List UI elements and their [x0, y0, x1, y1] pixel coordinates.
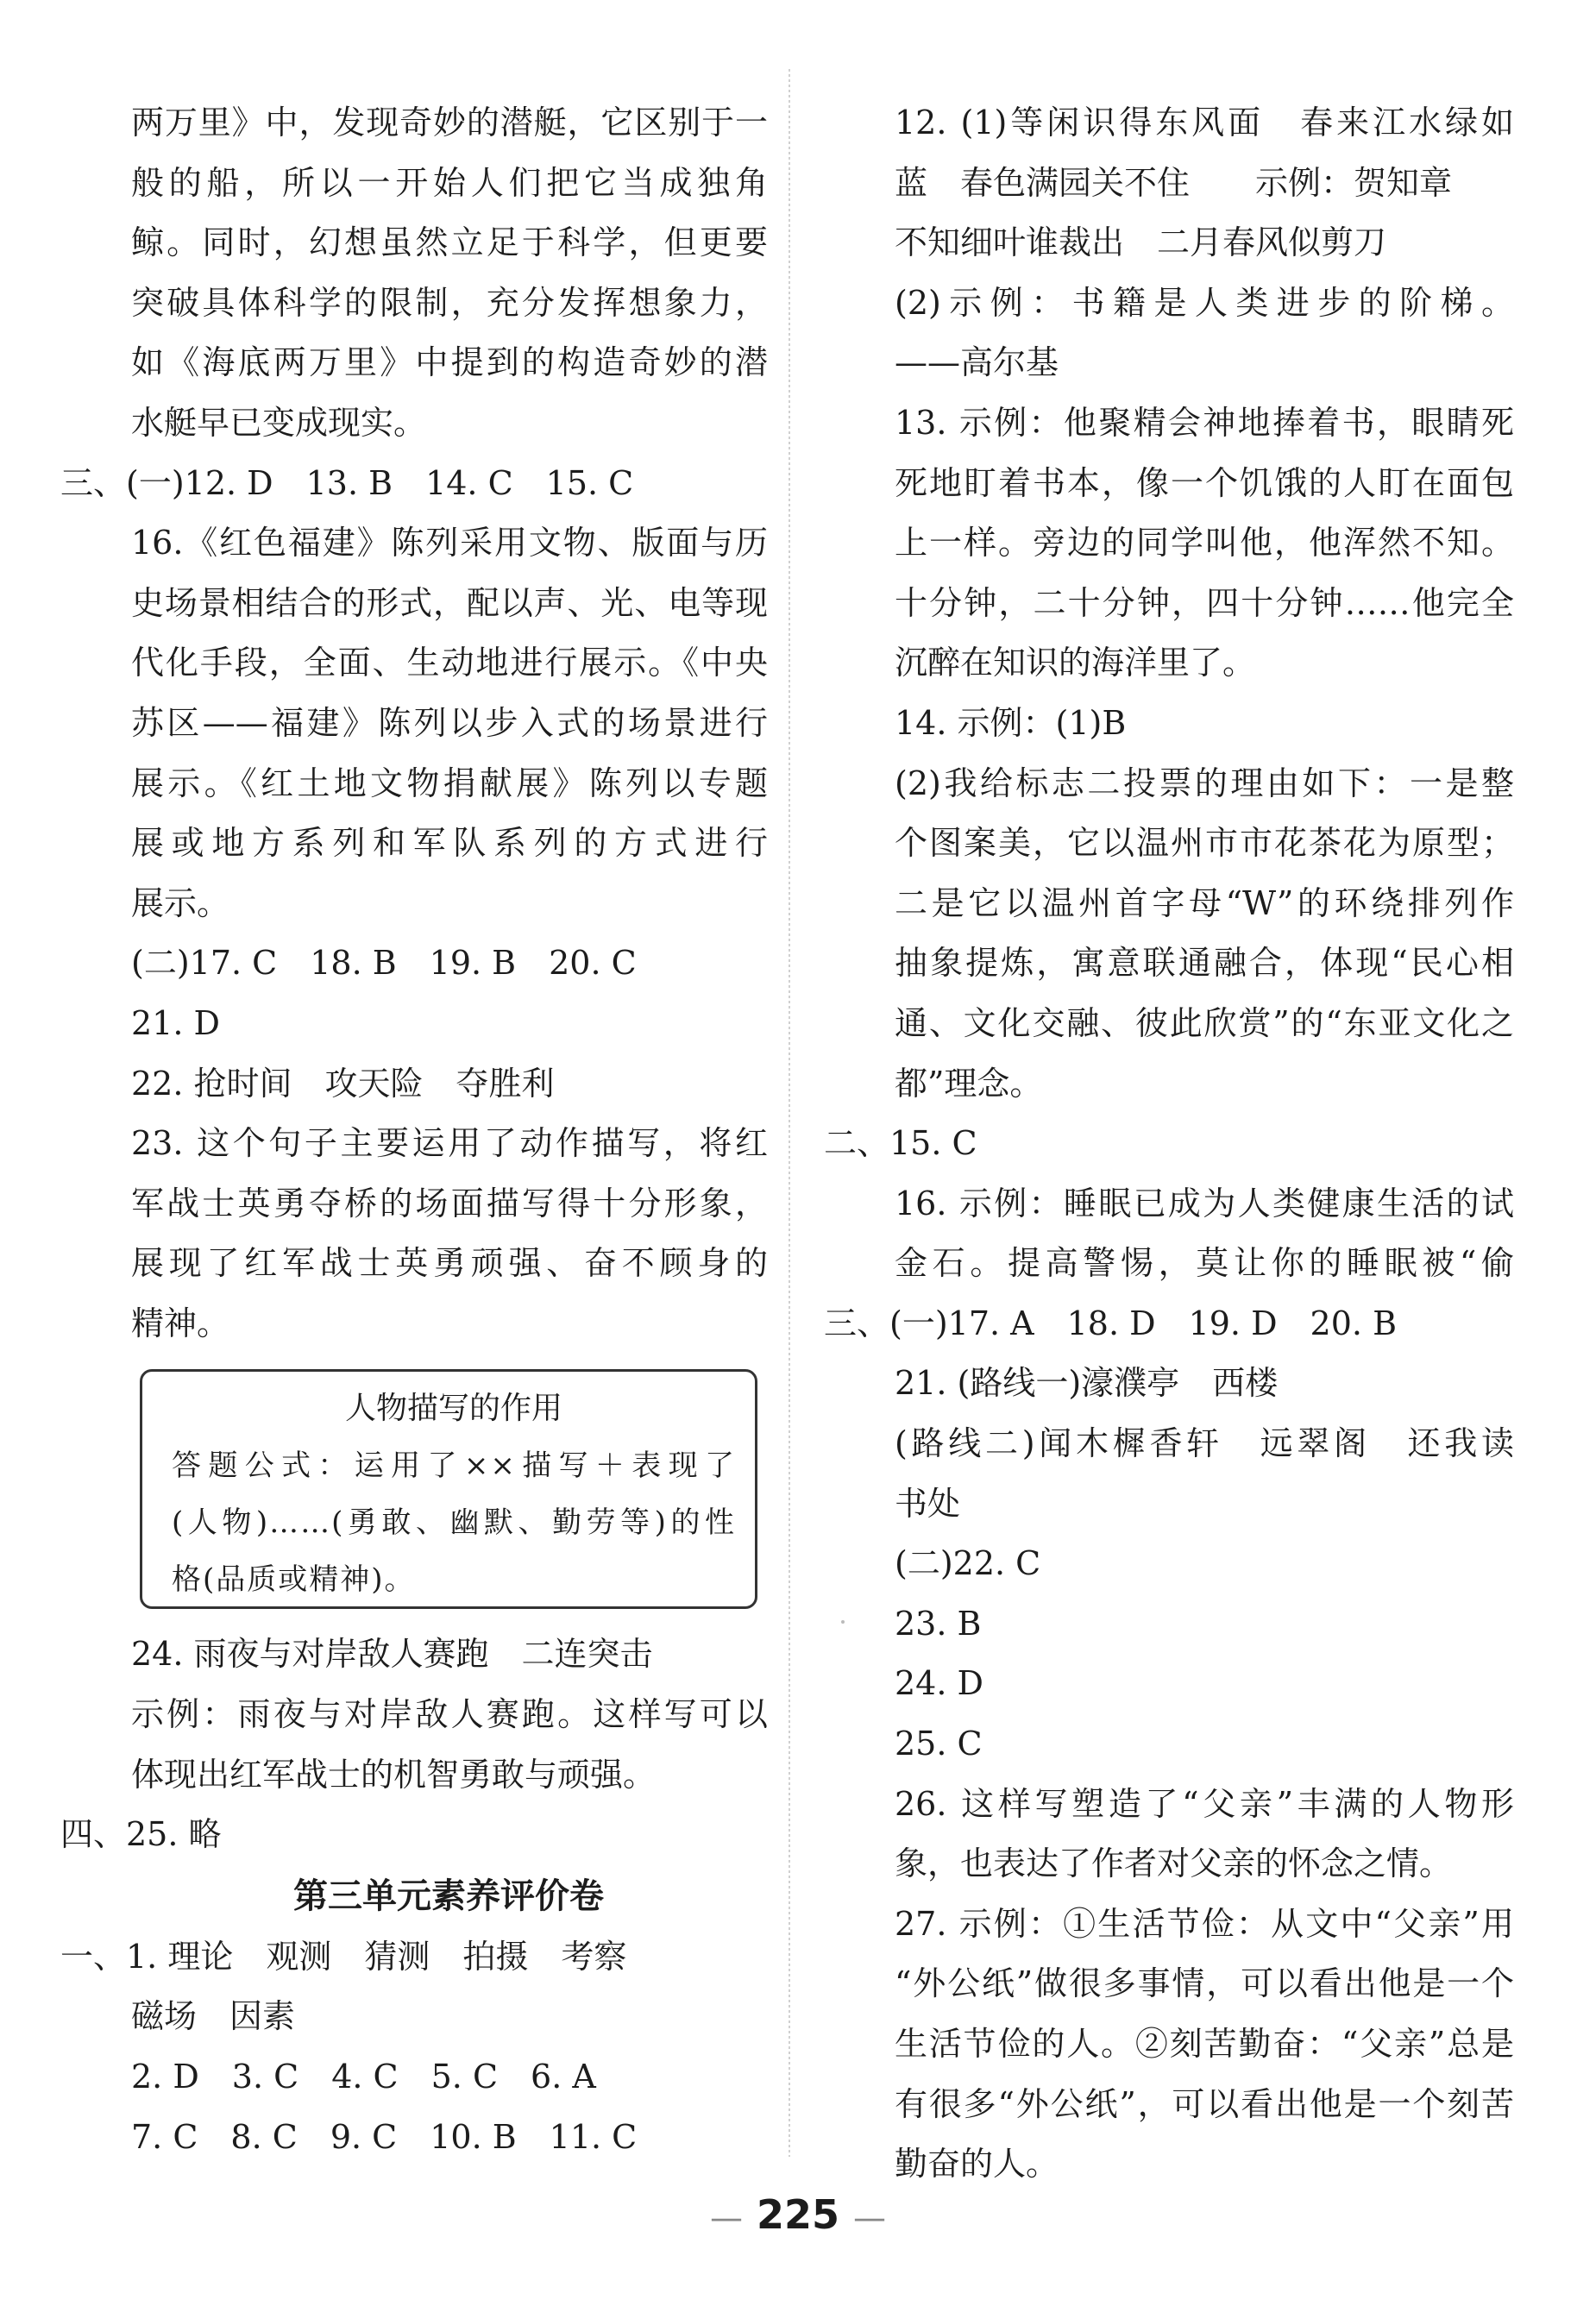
answer-line: 二是它以温州首字母“W”的环绕排列作 — [895, 883, 1514, 922]
answer-line: ——高尔基 — [895, 343, 1059, 382]
answer-line: 展示。《红土地文物捐献展》陈列以专题 — [131, 764, 768, 802]
left-answer-lines-after — [60, 1624, 768, 1864]
answer-line: (二)17. C 18. B 19. B 20. C — [131, 944, 637, 983]
page-number-dash-left: — — [709, 2198, 743, 2237]
tip-box-line-1 — [172, 1437, 736, 1494]
answer-line: 展示。 — [131, 883, 230, 922]
answer-line: 27. 示例：①生活节俭：从文中“父亲”用 — [895, 1904, 1514, 1943]
answer-line: 沉醉在知识的海洋里了。 — [895, 644, 1256, 682]
tip-box-line-3: 格(品质或精神)。 — [172, 1562, 416, 1598]
answer-line: (二)22. C — [895, 1544, 1041, 1583]
answer-line: 24. 雨夜与对岸敌人赛跑 二连突击 — [131, 1635, 653, 1674]
answer-line: 苏区——福建》陈列以步入式的场景进行 — [131, 703, 768, 742]
answer-line: 21. (路线一)濠濮亭 西楼 — [895, 1364, 1279, 1403]
answer-line: 16. 示例：睡眠已成为人类健康生活的试 — [895, 1184, 1514, 1222]
right-answer-lines — [824, 93, 1514, 2195]
answer-line: 12. (1)等闲识得东风面 春来江水绿如 — [895, 104, 1514, 141]
answer-line: 代化手段，全面、生动地进行展示。《中央 — [131, 644, 768, 682]
answer-line: “外公纸”做很多事情，可以看出他是一个 — [895, 1964, 1514, 2003]
answer-line: 史场景相结合的形式，配以声、光、电等现 — [131, 583, 768, 622]
answer-line: 两万里》中，发现奇妙的潜艇，它区别于一 — [131, 104, 768, 141]
answer-line: 2. D 3. C 4. C 5. C 6. A — [131, 2058, 596, 2096]
answer-line: 一、1. 理论 观测 猜测 拍摄 考察 — [60, 1937, 627, 1976]
answer-line: 抽象提炼，寓意联通融合，体现“民心相 — [895, 944, 1514, 983]
answer-line: 7. C 8. C 9. C 10. B 11. C — [131, 2117, 638, 2156]
answer-line: 突破具体科学的限制，充分发挥想象力， — [131, 283, 768, 322]
page-number — [0, 2191, 1596, 2238]
answer-line: 不知细叶谁裁出 二月春风似剪刀 — [895, 223, 1387, 262]
answer-line: 生活节俭的人。②刻苦勤奋：“父亲”总是 — [895, 2025, 1514, 2063]
tip-box-title: 人物描写的作用 — [344, 1391, 562, 1427]
page-number-dash-right: — — [853, 2198, 887, 2237]
answer-line: 蓝 春色满园关不住 示例：贺知章 — [895, 163, 1453, 202]
right-column — [824, 93, 1514, 2195]
answer-line: 鲸。同时，幻想虽然立足于科学，但更要 — [131, 223, 768, 262]
answer-line: 展或地方系列和军队系列的方式进行 — [131, 824, 768, 863]
answer-line: 死地盯着书本，像一个饥饿的人盯在面包 — [895, 463, 1514, 502]
answer-line: 23. B — [895, 1604, 982, 1643]
answer-line: 示例：雨夜与对岸敌人赛跑。这样写可以 — [131, 1695, 768, 1734]
answer-line: 十分钟，二十分钟，四十分钟……他完全 — [895, 583, 1514, 622]
left-column — [60, 93, 768, 2167]
answer-line: 有很多“外公纸”，可以看出他是一个刻苦 — [895, 2084, 1514, 2123]
answer-line: 13. 示例：他聚精会神地捧着书，眼睛死 — [895, 403, 1514, 442]
answer-line: 22. 抢时间 攻天险 夺胜利 — [131, 1064, 555, 1103]
section-title: 第三单元素养评价卷 — [293, 1876, 604, 1916]
answer-line: 16.《红色福建》陈列采用文物、版面与历 — [131, 524, 768, 562]
answer-line: 四、25. 略 — [60, 1815, 222, 1854]
answer-line: 三、(一)17. A 18. D 19. D 20. B — [824, 1304, 1397, 1342]
answer-line: 三、(一)12. D 13. B 14. C 15. C — [60, 463, 634, 502]
answer-line: 通、文化交融、彼此欣赏”的“东亚文化之 — [895, 1003, 1514, 1042]
answer-line: 金石。提高警惕，莫让你的睡眠被“偷 — [895, 1244, 1514, 1283]
answer-line: 体现出红军战士的机智勇敢与顽强。 — [131, 1755, 657, 1794]
answer-line: (路线二)闻木樨香轩 远翠阁 还我读 — [895, 1424, 1514, 1463]
answer-line: (2)示例：书籍是人类进步的阶梯。 — [895, 283, 1514, 322]
answer-line: 21. D — [131, 1003, 220, 1042]
answer-line: 精神。 — [131, 1304, 230, 1342]
tip-box-label: 答题公式： — [172, 1448, 355, 1484]
answer-line: 书处 — [895, 1484, 961, 1523]
answer-line: 磁场 因素 — [131, 1997, 296, 2036]
tip-box-line-2: (人物)……(勇敢、幽默、勤劳等)的性 — [172, 1505, 736, 1541]
column-divider — [789, 69, 790, 2157]
answer-line: 展现了红军战士英勇顽强、奋不顾身的 — [131, 1244, 768, 1283]
answer-line: 26. 这样写塑造了“父亲”丰满的人物形 — [895, 1784, 1514, 1823]
answer-line: 般的船，所以一开始人们把它当成独角 — [131, 163, 768, 202]
answer-line: 勤奋的人。 — [895, 2145, 1059, 2184]
answer-line: 上一样。旁边的同学叫他，他浑然不知。 — [895, 524, 1514, 562]
answer-line: 25. C — [895, 1725, 983, 1763]
answer-line: 个图案美，它以温州市市花茶花为原型； — [895, 824, 1514, 863]
left-answer-lines — [60, 93, 768, 1354]
answer-line: 二、15. C — [824, 1124, 977, 1163]
answer-line: 24. D — [895, 1664, 983, 1703]
left-answer-lines-final — [60, 1927, 768, 2167]
answer-line: 23. 这个句子主要运用了动作描写，将红 — [131, 1124, 768, 1163]
answer-line: 如《海底两万里》中提到的构造奇妙的潜 — [131, 343, 768, 382]
answer-line: (2)我给标志二投票的理由如下：一是整 — [895, 764, 1514, 802]
answer-line: 水艇早已变成现实。 — [131, 403, 427, 442]
answer-line: 军战士英勇夺桥的场面描写得十分形象， — [131, 1184, 768, 1222]
answer-line: 都”理念。 — [895, 1064, 1043, 1103]
answer-line: 14. 示例：(1)B — [895, 703, 1127, 742]
tip-box — [140, 1369, 757, 1609]
page-number-text: 225 — [756, 2191, 840, 2238]
tip-box-line1-text: 运用了××描写＋表现了 — [354, 1448, 736, 1484]
answer-line: 象，也表达了作者对父亲的怀念之情。 — [895, 1844, 1453, 1883]
